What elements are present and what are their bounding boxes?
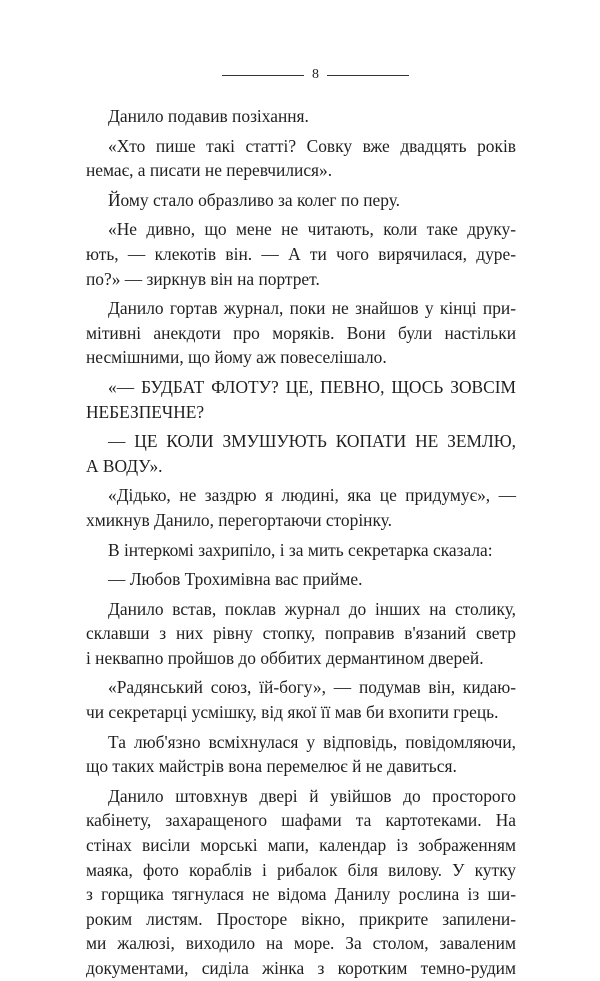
page-header	[0, 66, 600, 86]
text-line: «Радянський союз, їй-богу», — подумав він, кидаю-	[108, 677, 516, 698]
text-line: склавши з них рівну стопку, поправив в'язаний светр	[86, 623, 516, 644]
text-line: Данило встав, поклав журнал до інших на столику,	[108, 598, 516, 619]
paragraph	[86, 188, 516, 213]
paragraph	[86, 730, 516, 779]
text-line: маяка, фото кораблів і рибалок біля вилову. У кутку	[86, 859, 516, 880]
text-line: Йому стало образливо за колег по перу.	[108, 189, 401, 210]
text-line: стінах висіли морські мапи, календар із зображенням	[86, 835, 516, 856]
paragraph	[86, 675, 516, 724]
text-line: «Хто пише такі статті? Совку вже двадцять років	[108, 135, 516, 156]
paragraph	[86, 538, 516, 563]
paragraph	[86, 597, 516, 671]
text-line: Данило штовхнув двері й увійшов до просторого	[108, 785, 516, 806]
text-line: документами, сиділа жінка з коротким темно-рудим	[86, 958, 516, 978]
text-line: немає, а писати не перевчилися».	[86, 160, 333, 181]
text-line: НЕБЕЗПЕЧНЕ?	[86, 401, 205, 422]
text-line: «Дідько, не заздрю я людині, яка це придумує», —	[108, 485, 516, 506]
paragraph	[86, 784, 516, 981]
text-line: з горщика тягнулася не відома Данилу рослина із ши-	[86, 884, 516, 905]
text-line: ми жалюзі, виходило на море. За столом, заваленим	[86, 933, 516, 954]
text-line: Данило гортав журнал, поки не знайшов у кінці при-	[108, 298, 516, 319]
text-line: хмикнув Данило, перегортаючи сторінку.	[86, 509, 392, 530]
header-rule-left	[222, 75, 304, 76]
text-line: мітивні анекдоти про моряків. Вони були настільки	[86, 322, 516, 343]
paragraph	[86, 375, 516, 424]
text-line: — Любов Трохимівна вас прийме.	[108, 569, 363, 590]
paragraph	[86, 483, 516, 532]
body-text	[86, 104, 516, 981]
text-line: роким листям. Просторе вікно, прикрите запилени-	[86, 908, 516, 929]
text-line: А ВОДУ».	[86, 455, 163, 476]
paragraph	[86, 104, 516, 129]
text-line: кабінету, захаращеного шафами та картотеками. На	[86, 810, 516, 831]
paragraph	[86, 567, 516, 592]
text-line: В інтеркомі захрипіло, і за мить секретарка сказала:	[108, 539, 493, 560]
page-number: 8	[312, 67, 319, 82]
text-line: — ЦЕ КОЛИ ЗМУШУЮТЬ КОПАТИ НЕ ЗЕМЛЮ,	[108, 431, 516, 452]
text-line: чи секретарці усмішку, від якої її мав би вхопити грець.	[86, 702, 499, 723]
text-line: Данило подавив позіхання.	[108, 106, 309, 126]
paragraph	[86, 217, 516, 291]
text-line: по?» — зиркнув він на портрет.	[86, 268, 320, 289]
text-line: ють, — клекотів він. — А ти чого вирячилася, дуре-	[86, 243, 516, 264]
text-line: «— БУДБАТ ФЛОТУ? ЦЕ, ПЕВНО, ЩОСЬ ЗОВСІМ	[108, 376, 516, 397]
text-line: «Не дивно, що мене не читають, коли таке друку-	[108, 219, 516, 240]
paragraph	[86, 134, 516, 183]
paragraph	[86, 296, 516, 370]
text-line: несмішними, що йому аж повеселішало.	[86, 347, 387, 368]
text-line: що таких майстрів вона перемелює й не давиться.	[86, 756, 457, 777]
text-line: Та люб'язно всміхнулася у відповідь, повідомляючи,	[108, 731, 516, 752]
paragraph	[86, 429, 516, 478]
text-line: і неквапно пройшов до оббитих дермантином дверей.	[86, 647, 484, 668]
header-rule-right	[327, 75, 409, 76]
